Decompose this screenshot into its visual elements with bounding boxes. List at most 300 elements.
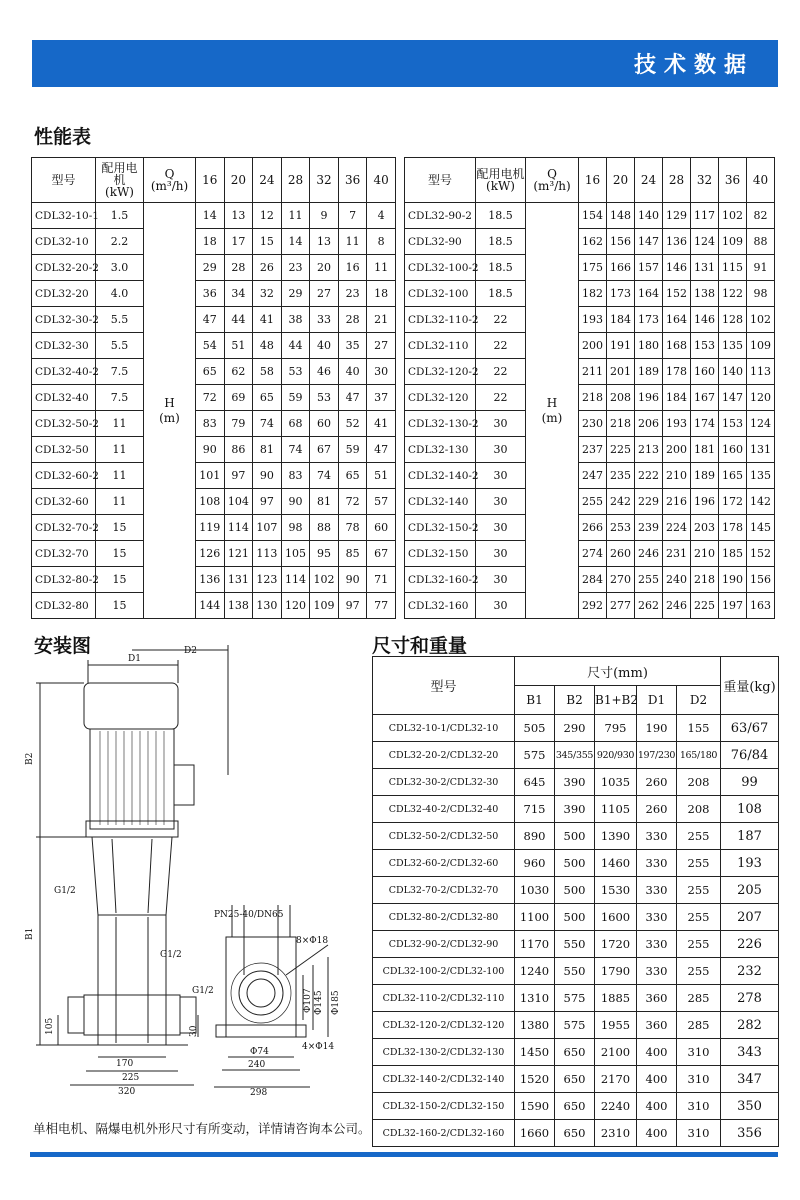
model-cell: CDL32-150-2 xyxy=(405,515,476,541)
dim-d1-cell: 400 xyxy=(637,1039,677,1066)
weight-cell: 356 xyxy=(721,1120,779,1147)
col-header-flow-value: 24 xyxy=(253,158,282,203)
header-banner xyxy=(32,40,778,87)
head-value-cell: 109 xyxy=(310,593,339,619)
dim-b2-cell: 500 xyxy=(555,823,595,850)
head-value-cell: 53 xyxy=(310,385,339,411)
head-value-cell: 68 xyxy=(281,411,310,437)
head-value-cell: 33 xyxy=(310,307,339,333)
head-value-cell: 147 xyxy=(719,385,747,411)
head-value-cell: 90 xyxy=(338,567,367,593)
table-row xyxy=(405,255,775,281)
motor-kw-cell: 22 xyxy=(476,359,526,385)
head-value-cell: 147 xyxy=(635,229,663,255)
dim-d2-cell: 255 xyxy=(677,958,721,985)
head-value-cell: 44 xyxy=(281,333,310,359)
dim-b1-cell: 1030 xyxy=(515,877,555,904)
head-value-cell: 255 xyxy=(579,489,607,515)
motor-kw-cell: 30 xyxy=(476,593,526,619)
head-value-cell: 47 xyxy=(338,385,367,411)
head-value-cell: 136 xyxy=(663,229,691,255)
label-8-holes: 8×Φ18 xyxy=(296,936,329,946)
head-value-cell: 225 xyxy=(607,437,635,463)
head-value-cell: 65 xyxy=(196,359,225,385)
table-row xyxy=(32,593,396,619)
weight-cell: 232 xyxy=(721,958,779,985)
head-value-cell: 191 xyxy=(607,333,635,359)
head-value-cell: 37 xyxy=(367,385,396,411)
weight-cell: 63/67 xyxy=(721,715,779,742)
dim-b1-cell: 890 xyxy=(515,823,555,850)
motor-kw-cell: 30 xyxy=(476,541,526,567)
dim-b1-cell: 1520 xyxy=(515,1066,555,1093)
dim-d1-cell: 260 xyxy=(637,769,677,796)
head-value-cell: 173 xyxy=(635,307,663,333)
table-row xyxy=(373,796,779,823)
motor-kw-cell: 18.5 xyxy=(476,229,526,255)
dim-b2-cell: 500 xyxy=(555,877,595,904)
head-value-cell: 181 xyxy=(691,437,719,463)
head-value-cell: 145 xyxy=(747,515,775,541)
weight-cell: 193 xyxy=(721,850,779,877)
dim-b12-cell: 1460 xyxy=(595,850,637,877)
col-header-flow-value: 28 xyxy=(663,158,691,203)
motor-kw-cell: 30 xyxy=(476,411,526,437)
col-header-motor: 配用电机 (kW) xyxy=(96,158,144,203)
head-value-cell: 246 xyxy=(635,541,663,567)
table-row xyxy=(373,850,779,877)
table-row xyxy=(32,307,396,333)
table-row xyxy=(32,359,396,385)
model-cell: CDL32-130-2 xyxy=(405,411,476,437)
model-cell: CDL32-60-2/CDL32-60 xyxy=(373,850,515,877)
dim-b1-cell: 1240 xyxy=(515,958,555,985)
head-value-cell: 62 xyxy=(224,359,253,385)
dim-d2-cell: 165/180 xyxy=(677,742,721,769)
label-240: 240 xyxy=(248,1060,266,1070)
dim-d2-cell: 310 xyxy=(677,1120,721,1147)
table-row xyxy=(32,463,396,489)
head-value-cell: 51 xyxy=(224,333,253,359)
head-value-cell: 29 xyxy=(281,281,310,307)
installation-drawing xyxy=(25,645,358,1105)
dim-b12-cell: 1720 xyxy=(595,931,637,958)
motor-kw-cell: 11 xyxy=(96,437,144,463)
head-value-cell: 229 xyxy=(635,489,663,515)
head-value-cell: 160 xyxy=(691,359,719,385)
model-cell: CDL32-60 xyxy=(32,489,96,515)
head-value-cell: 74 xyxy=(310,463,339,489)
head-value-cell: 44 xyxy=(224,307,253,333)
label-105: 105 xyxy=(45,1017,55,1035)
motor-kw-cell: 22 xyxy=(476,333,526,359)
weight-cell: 347 xyxy=(721,1066,779,1093)
table-row xyxy=(405,307,775,333)
label-b2: B2 xyxy=(25,752,35,765)
head-value-cell: 178 xyxy=(719,515,747,541)
head-value-cell: 121 xyxy=(224,541,253,567)
motor-kw-cell: 11 xyxy=(96,463,144,489)
inlet-flange xyxy=(68,997,84,1033)
flange-inner xyxy=(247,979,275,1007)
head-value-cell: 130 xyxy=(253,593,282,619)
table-row xyxy=(32,541,396,567)
model-cell: CDL32-50-2/CDL32-50 xyxy=(373,823,515,850)
table-row xyxy=(373,823,779,850)
head-value-cell: 97 xyxy=(224,463,253,489)
dim-d2-cell: 255 xyxy=(677,877,721,904)
model-cell: CDL32-20-2 xyxy=(32,255,96,281)
head-value-cell: 129 xyxy=(663,203,691,229)
motor-kw-cell: 15 xyxy=(96,567,144,593)
performance-title: 性能表 xyxy=(34,126,92,148)
head-value-cell: 146 xyxy=(663,255,691,281)
col-header-flow: Q (m³/h) xyxy=(526,158,579,203)
model-cell: CDL32-110-2/CDL32-110 xyxy=(373,985,515,1012)
dim-d1-cell: 330 xyxy=(637,823,677,850)
head-value-cell: 173 xyxy=(607,281,635,307)
col-header-flow-value: 36 xyxy=(338,158,367,203)
head-value-cell: 41 xyxy=(253,307,282,333)
dim-b1-cell: 645 xyxy=(515,769,555,796)
dim-d1-cell: 197/230 xyxy=(637,742,677,769)
dim-d2-cell: 310 xyxy=(677,1093,721,1120)
label-g-right: G1/2 xyxy=(192,986,214,996)
head-value-cell: 208 xyxy=(607,385,635,411)
dim-b12-cell: 2170 xyxy=(595,1066,637,1093)
dim-b1-cell: 1450 xyxy=(515,1039,555,1066)
head-value-cell: 180 xyxy=(635,333,663,359)
head-value-cell: 135 xyxy=(747,463,775,489)
head-value-cell: 14 xyxy=(281,229,310,255)
head-value-cell: 124 xyxy=(747,411,775,437)
model-cell: CDL32-20-2/CDL32-20 xyxy=(373,742,515,769)
head-value-cell: 101 xyxy=(196,463,225,489)
table-row xyxy=(32,203,396,229)
head-value-cell: 74 xyxy=(253,411,282,437)
motor-kw-cell: 30 xyxy=(476,567,526,593)
dim-d1-cell: 190 xyxy=(637,715,677,742)
table-row xyxy=(405,515,775,541)
weight-cell: 187 xyxy=(721,823,779,850)
table-row xyxy=(373,769,779,796)
head-value-cell: 88 xyxy=(747,229,775,255)
table-row xyxy=(405,593,775,619)
page-title: 技术数据 xyxy=(633,53,754,78)
head-value-cell: 97 xyxy=(338,593,367,619)
head-value-cell: 153 xyxy=(719,411,747,437)
head-value-cell: 109 xyxy=(747,333,775,359)
head-value-cell: 28 xyxy=(224,255,253,281)
table-row xyxy=(405,541,775,567)
model-cell: CDL32-120-2 xyxy=(405,359,476,385)
head-value-cell: 107 xyxy=(253,515,282,541)
weight-cell: 350 xyxy=(721,1093,779,1120)
table-row xyxy=(405,411,775,437)
dim-b2-cell: 650 xyxy=(555,1093,595,1120)
head-value-cell: 85 xyxy=(338,541,367,567)
head-value-cell: 114 xyxy=(224,515,253,541)
head-value-cell: 4 xyxy=(367,203,396,229)
model-cell: CDL32-140 xyxy=(405,489,476,515)
dim-b12-cell: 795 xyxy=(595,715,637,742)
table-row xyxy=(373,1093,779,1120)
performance-table-left xyxy=(31,157,396,619)
dim-d2-cell: 255 xyxy=(677,931,721,958)
motor-kw-cell: 15 xyxy=(96,541,144,567)
table-row xyxy=(405,281,775,307)
motor-kw-cell: 15 xyxy=(96,593,144,619)
label-phi145: Φ145 xyxy=(314,990,324,1015)
motor-kw-cell: 18.5 xyxy=(476,203,526,229)
head-value-cell: 148 xyxy=(607,203,635,229)
head-value-cell: 196 xyxy=(635,385,663,411)
dim-b12-cell: 2310 xyxy=(595,1120,637,1147)
head-value-cell: 246 xyxy=(663,593,691,619)
head-value-cell: 225 xyxy=(691,593,719,619)
head-value-cell: 166 xyxy=(607,255,635,281)
head-value-cell: 27 xyxy=(367,333,396,359)
col-header-flow-value: 40 xyxy=(367,158,396,203)
head-unit-cell: H (m) xyxy=(526,203,579,619)
head-value-cell: 178 xyxy=(663,359,691,385)
weight-cell: 282 xyxy=(721,1012,779,1039)
head-value-cell: 11 xyxy=(338,229,367,255)
dim-d1-cell: 400 xyxy=(637,1093,677,1120)
table-row xyxy=(405,437,775,463)
head-value-cell: 77 xyxy=(367,593,396,619)
dim-b2-cell: 500 xyxy=(555,850,595,877)
head-value-cell: 218 xyxy=(607,411,635,437)
head-value-cell: 13 xyxy=(224,203,253,229)
head-value-cell: 13 xyxy=(310,229,339,255)
model-cell: CDL32-30 xyxy=(32,333,96,359)
head-value-cell: 216 xyxy=(663,489,691,515)
head-value-cell: 47 xyxy=(196,307,225,333)
header-row xyxy=(32,158,396,203)
head-value-cell: 38 xyxy=(281,307,310,333)
head-value-cell: 67 xyxy=(367,541,396,567)
footer-bar xyxy=(30,1152,778,1157)
head-value-cell: 128 xyxy=(719,307,747,333)
col-header-flow-value: 16 xyxy=(196,158,225,203)
motor-stool xyxy=(92,837,172,915)
head-value-cell: 16 xyxy=(338,255,367,281)
motor-kw-cell: 7.5 xyxy=(96,385,144,411)
head-value-cell: 239 xyxy=(635,515,663,541)
table-row xyxy=(405,359,775,385)
head-value-cell: 136 xyxy=(196,567,225,593)
table-row xyxy=(32,229,396,255)
model-cell: CDL32-100 xyxy=(405,281,476,307)
head-value-cell: 98 xyxy=(747,281,775,307)
head-value-cell: 131 xyxy=(224,567,253,593)
head-value-cell: 53 xyxy=(281,359,310,385)
head-value-cell: 51 xyxy=(367,463,396,489)
head-value-cell: 140 xyxy=(719,359,747,385)
head-value-cell: 23 xyxy=(281,255,310,281)
motor-kw-cell: 4.0 xyxy=(96,281,144,307)
dim-b2-cell: 575 xyxy=(555,1012,595,1039)
dim-b1-cell: 1310 xyxy=(515,985,555,1012)
table-row xyxy=(373,1012,779,1039)
table-row xyxy=(373,958,779,985)
dim-d2-cell: 285 xyxy=(677,985,721,1012)
label-225: 225 xyxy=(122,1073,140,1083)
head-value-cell: 210 xyxy=(663,463,691,489)
head-value-cell: 185 xyxy=(719,541,747,567)
model-cell: CDL32-90-2/CDL32-90 xyxy=(373,931,515,958)
motor-kw-cell: 5.5 xyxy=(96,307,144,333)
dim-b1-cell: 960 xyxy=(515,850,555,877)
table-row xyxy=(373,1120,779,1147)
dim-b2-cell: 650 xyxy=(555,1066,595,1093)
head-value-cell: 131 xyxy=(747,437,775,463)
head-value-cell: 105 xyxy=(281,541,310,567)
head-value-cell: 213 xyxy=(635,437,663,463)
model-cell: CDL32-80-2/CDL32-80 xyxy=(373,904,515,931)
dim-d1-cell: 360 xyxy=(637,1012,677,1039)
table-row xyxy=(373,1066,779,1093)
motor-kw-cell: 7.5 xyxy=(96,359,144,385)
head-value-cell: 196 xyxy=(691,489,719,515)
motor-kw-cell: 1.5 xyxy=(96,203,144,229)
head-value-cell: 260 xyxy=(607,541,635,567)
head-value-cell: 231 xyxy=(663,541,691,567)
head-value-cell: 242 xyxy=(607,489,635,515)
head-value-cell: 108 xyxy=(196,489,225,515)
dim-b2-cell: 550 xyxy=(555,931,595,958)
head-value-cell: 83 xyxy=(281,463,310,489)
head-value-cell: 120 xyxy=(747,385,775,411)
dim-b2-cell: 390 xyxy=(555,796,595,823)
col-header-flow-value: 16 xyxy=(579,158,607,203)
dim-b12-cell: 1035 xyxy=(595,769,637,796)
dim-d1-cell: 260 xyxy=(637,796,677,823)
dim-d2-cell: 310 xyxy=(677,1066,721,1093)
model-cell: CDL32-30-2/CDL32-30 xyxy=(373,769,515,796)
col-header-dim: B1 xyxy=(515,686,555,715)
head-value-cell: 11 xyxy=(281,203,310,229)
label-298: 298 xyxy=(250,1088,268,1098)
model-cell: CDL32-130 xyxy=(405,437,476,463)
head-value-cell: 164 xyxy=(663,307,691,333)
head-value-cell: 65 xyxy=(253,385,282,411)
model-cell: CDL32-160-2/CDL32-160 xyxy=(373,1120,515,1147)
dim-b12-cell: 1530 xyxy=(595,877,637,904)
dim-b1-cell: 1590 xyxy=(515,1093,555,1120)
dimensions-title: 尺寸和重量 xyxy=(372,635,468,657)
col-header-dim: D2 xyxy=(677,686,721,715)
dimensions-table xyxy=(372,656,779,1147)
head-value-cell: 36 xyxy=(196,281,225,307)
weight-cell: 99 xyxy=(721,769,779,796)
head-value-cell: 54 xyxy=(196,333,225,359)
head-value-cell: 72 xyxy=(338,489,367,515)
head-value-cell: 172 xyxy=(719,489,747,515)
head-value-cell: 20 xyxy=(310,255,339,281)
head-value-cell: 135 xyxy=(719,333,747,359)
head-value-cell: 140 xyxy=(635,203,663,229)
head-value-cell: 284 xyxy=(579,567,607,593)
head-value-cell: 29 xyxy=(196,255,225,281)
head-value-cell: 46 xyxy=(310,359,339,385)
head-value-cell: 120 xyxy=(281,593,310,619)
head-value-cell: 30 xyxy=(367,359,396,385)
weight-cell: 226 xyxy=(721,931,779,958)
motor-kw-cell: 30 xyxy=(476,489,526,515)
dim-d1-cell: 400 xyxy=(637,1066,677,1093)
head-value-cell: 74 xyxy=(281,437,310,463)
head-value-cell: 79 xyxy=(224,411,253,437)
head-value-cell: 7 xyxy=(338,203,367,229)
model-cell: CDL32-80-2 xyxy=(32,567,96,593)
head-value-cell: 144 xyxy=(196,593,225,619)
head-value-cell: 193 xyxy=(579,307,607,333)
weight-cell: 278 xyxy=(721,985,779,1012)
model-cell: CDL32-30-2 xyxy=(32,307,96,333)
model-cell: CDL32-160-2 xyxy=(405,567,476,593)
head-value-cell: 114 xyxy=(281,567,310,593)
head-value-cell: 40 xyxy=(338,359,367,385)
model-cell: CDL32-140-2/CDL32-140 xyxy=(373,1066,515,1093)
dim-b2-cell: 575 xyxy=(555,985,595,1012)
dim-b1-cell: 575 xyxy=(515,742,555,769)
header-row xyxy=(373,657,779,686)
model-cell: CDL32-40-2 xyxy=(32,359,96,385)
col-header-flow-value: 32 xyxy=(310,158,339,203)
motor-kw-cell: 15 xyxy=(96,515,144,541)
head-value-cell: 57 xyxy=(367,489,396,515)
dim-b12-cell: 1390 xyxy=(595,823,637,850)
head-value-cell: 47 xyxy=(367,437,396,463)
model-cell: CDL32-60-2 xyxy=(32,463,96,489)
head-value-cell: 91 xyxy=(747,255,775,281)
motor-kw-cell: 5.5 xyxy=(96,333,144,359)
table-row xyxy=(32,437,396,463)
head-value-cell: 48 xyxy=(253,333,282,359)
col-header-weight: 重量(kg) xyxy=(721,657,779,715)
table-row xyxy=(405,229,775,255)
label-320: 320 xyxy=(118,1087,136,1097)
dim-b12-cell: 1105 xyxy=(595,796,637,823)
motor-kw-cell: 22 xyxy=(476,385,526,411)
model-cell: CDL32-50 xyxy=(32,437,96,463)
head-value-cell: 90 xyxy=(281,489,310,515)
motor-kw-cell: 2.2 xyxy=(96,229,144,255)
head-value-cell: 15 xyxy=(253,229,282,255)
flange-outer xyxy=(239,971,283,1015)
motor-kw-cell: 30 xyxy=(476,463,526,489)
head-value-cell: 123 xyxy=(253,567,282,593)
label-170: 170 xyxy=(116,1059,134,1069)
head-value-cell: 184 xyxy=(607,307,635,333)
head-value-cell: 184 xyxy=(663,385,691,411)
head-unit-cell: H (m) xyxy=(144,203,196,619)
head-value-cell: 115 xyxy=(719,255,747,281)
head-value-cell: 190 xyxy=(719,567,747,593)
head-value-cell: 167 xyxy=(691,385,719,411)
head-value-cell: 157 xyxy=(635,255,663,281)
col-header-size: 尺寸(mm) xyxy=(515,657,721,686)
head-value-cell: 52 xyxy=(338,411,367,437)
head-value-cell: 17 xyxy=(224,229,253,255)
head-value-cell: 124 xyxy=(691,229,719,255)
dim-b2-cell: 550 xyxy=(555,958,595,985)
dim-b1-cell: 1100 xyxy=(515,904,555,931)
head-value-cell: 247 xyxy=(579,463,607,489)
head-value-cell: 211 xyxy=(579,359,607,385)
